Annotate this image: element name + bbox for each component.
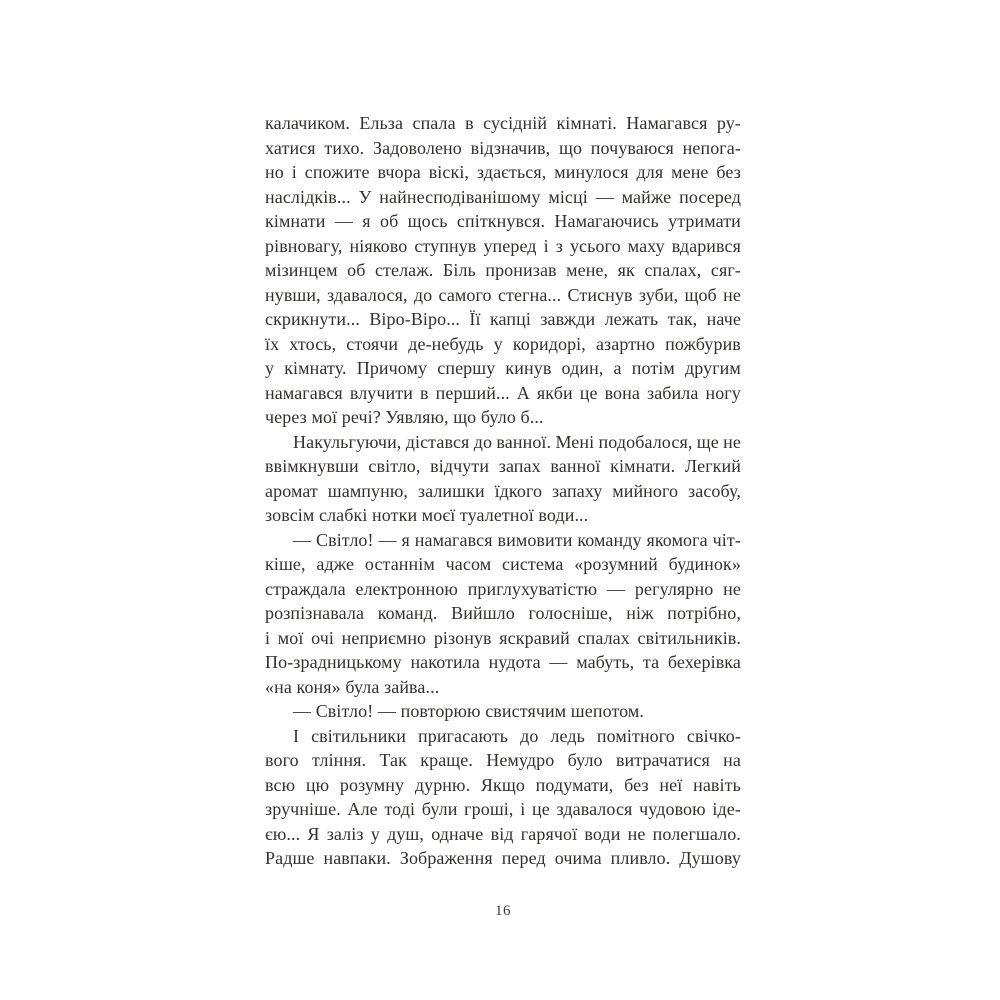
text-line: намагався влучити в перший... А якби це вона забила ногу [265, 382, 741, 403]
text-line: вого тління. Так краще. Немудро було витрачатися на [265, 750, 741, 770]
page-number: 16 [495, 903, 511, 919]
text-line: кіше, адже останнім часом система «розумний будинок» [265, 554, 741, 574]
text-line: у кімнату. Причому спершу кинув один, а потім другим [265, 358, 741, 378]
text-line: ввімкнувши світло, відчути запах ванної кімнати. Легкий [265, 456, 741, 476]
text-line: і мої очі неприємно різонув яскравий спалах світильників. [265, 627, 741, 648]
text-line: — Світло! — я намагався вимовити команду якомога чіт- [293, 529, 741, 550]
text-line: хатися тихо. Задоволено відзначив, що почуваюся непога- [265, 137, 741, 158]
text-line: По-зрадницькому накотила нудота — мабуть, та бехерівка [265, 652, 741, 672]
text-line: через мої речі? Уявляю, що було б... [265, 407, 544, 427]
text-line: нувши, здавалося, до самого стегна... Стиснув зуби, щоб не [265, 284, 741, 305]
page-text-block [265, 111, 741, 871]
text-line: скрикнути... Віро-Віро... Її капці завжди лежать так, наче [265, 309, 741, 329]
text-line: наслідків... У найнесподіванішому місці — майже посеред [265, 186, 741, 207]
text-line: І світильники пригасають до ледь помітного свічко- [293, 725, 741, 746]
text-line: єю... Я заліз у душ, одначе від гарячої води не полегшало. [265, 823, 741, 844]
text-line: мізинцем об стелаж. Біль пронизав мене, як спалах, сяг- [265, 260, 741, 280]
text-line: всю цю розумну дурню. Якщо подумати, без неї навіть [265, 774, 741, 795]
text-line: зовсім слабкі нотки моєї туалетної води... [265, 505, 589, 525]
text-line: зручніше. Але тоді були гроші, і це здавалося чудовою іде- [265, 799, 741, 819]
text-line: розпізнавала команд. Вийшло голосніше, ніж потрібно, [265, 603, 741, 623]
text-line: Накульгуючи, дістався до ванної. Мені подобалося, ще не [293, 431, 741, 452]
text-line: но і спожите вчора віскі, здається, минулося для мене без [265, 162, 741, 182]
text-line: їх хтось, стоячи де-небудь у коридорі, азартно пожбурив [265, 333, 741, 354]
text-line: Радше навпаки. Зображення перед очима пливло. Душову [265, 848, 741, 868]
text-line: калачиком. Ельза спала в сусідній кімнаті. Намагався ру- [265, 113, 741, 133]
text-line: рівновагу, ніяково ступнув уперед і з усього маху вдарився [265, 235, 741, 256]
text-line: — Світло! — повторюю свистячим шепотом. [293, 701, 645, 721]
text-line: кімнати — я об щось спіткнувся. Намагаючись утримати [265, 211, 741, 231]
text-line: аромат шампуню, залишки їдкого запаху мийного засобу, [265, 480, 741, 501]
text-line: «на коня» була зайва... [265, 676, 440, 697]
text-line: страждала електронною приглухуватістю — регулярно не [265, 578, 741, 599]
